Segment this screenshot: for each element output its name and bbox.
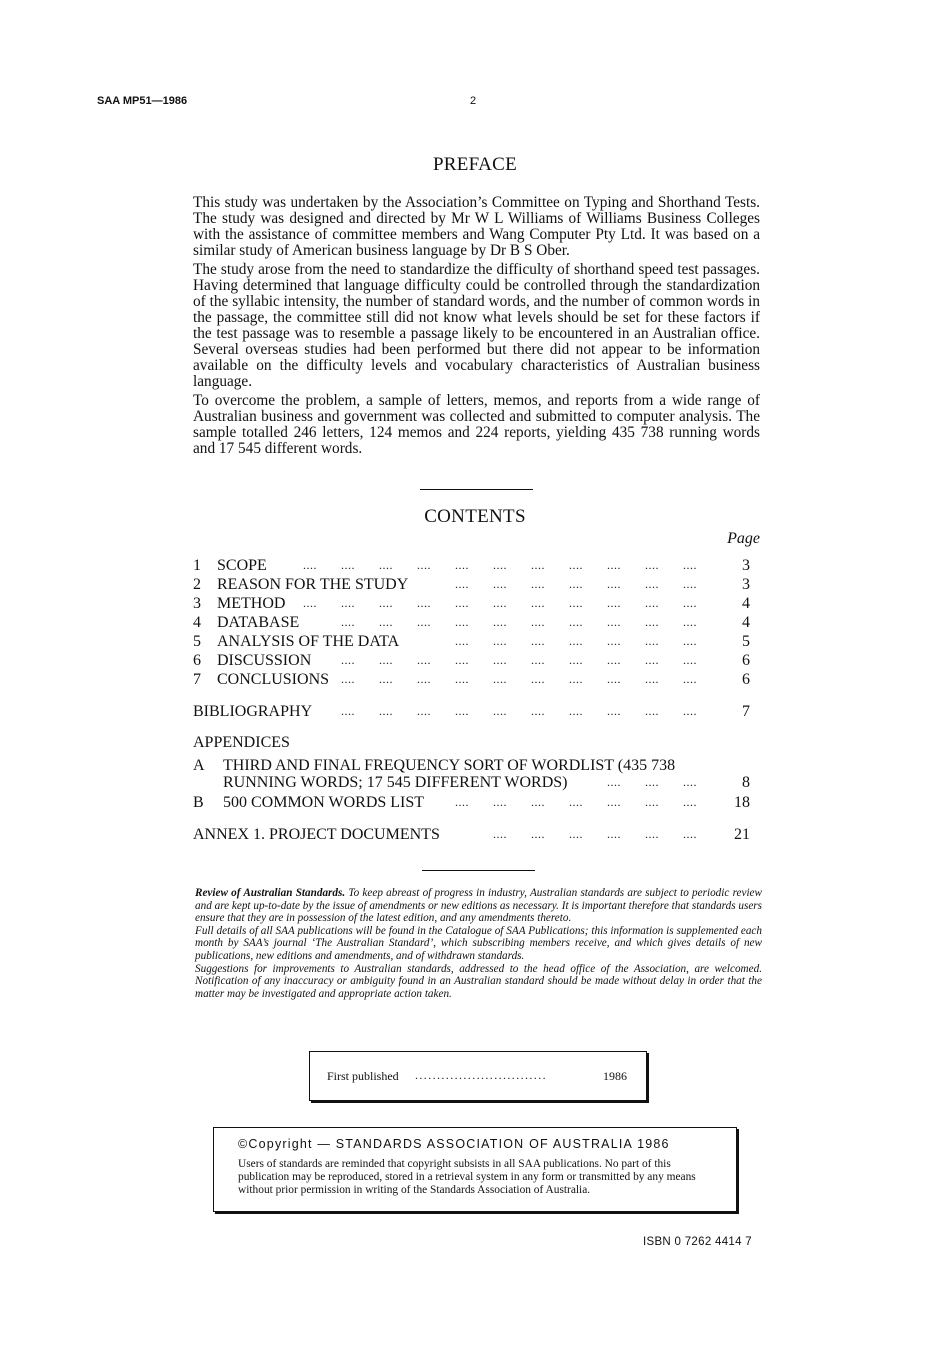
toc-leader-dots: .... <box>417 653 431 667</box>
copyright-text: Users of standards are reminded that copyright subsists in all SAA publications. No part of this publication may be reproduced, stored in a retrieval system in any form or transmitted by any means without prior permission in writing of the Standards Association of Australia. <box>238 1158 696 1196</box>
toc-leader-dots: .... <box>683 775 697 789</box>
toc-leader-dots: .... <box>607 795 621 809</box>
toc-entry-page: 4 <box>742 614 750 631</box>
running-header-doc-id: SAA MP51—1986 <box>97 95 188 107</box>
isbn: ISBN 0 7262 4414 7 <box>643 1236 752 1248</box>
toc-leader-dots: .... <box>379 653 393 667</box>
preface-paragraph: To overcome the problem, a sample of letters, memos, and reports from a wide range of Australian business and government was collected and submitted to computer analysis. The sample totalled 246 letters, 124 memos and 224 reports, yielding 435 738 running words and 17 545 different words. <box>193 392 760 457</box>
toc-leader-dots: .... <box>607 827 621 841</box>
toc-leader-dots: .... <box>607 775 621 789</box>
toc-entry-label: ANALYSIS OF THE DATA <box>217 633 400 650</box>
toc-leader-dots: .... <box>493 653 507 667</box>
toc-leader-dots: .... <box>607 615 621 629</box>
toc-leader-dots: .... <box>569 577 583 591</box>
page-number: 2 <box>470 95 477 107</box>
toc-entry-reason[interactable] <box>193 575 760 594</box>
toc-leader-dots: .... <box>531 653 545 667</box>
toc-leader-dots: .... <box>531 558 545 572</box>
toc-leader-dots: .... <box>569 827 583 841</box>
toc-leader-dots: .... <box>341 704 355 718</box>
toc-entry-page: 8 <box>742 774 750 791</box>
toc-leader-dots: .... <box>493 634 507 648</box>
toc-leader-dots: .... <box>379 558 393 572</box>
toc-leader-dots: .... <box>531 577 545 591</box>
toc-leader-dots: .... <box>455 634 469 648</box>
toc-entry-label: ANNEX 1. PROJECT DOCUMENTS <box>193 826 440 843</box>
toc-leader-dots: .... <box>569 704 583 718</box>
toc-entry-page: 6 <box>742 652 750 669</box>
toc-leader-dots: .... <box>683 615 697 629</box>
toc-entry-label: BIBLIOGRAPHY <box>193 703 313 720</box>
toc-leader-dots: .... <box>455 558 469 572</box>
toc-entry-number: 5 <box>193 633 201 650</box>
toc-leader-dots: .... <box>607 672 621 686</box>
toc-leader-dots: .... <box>341 672 355 686</box>
toc-entry-number: 3 <box>193 595 201 612</box>
toc-leader-dots: .... <box>683 827 697 841</box>
toc-leader-dots: .... <box>569 615 583 629</box>
toc-leader-dots: .... <box>493 577 507 591</box>
toc-entry-number: 2 <box>193 576 201 593</box>
toc-leader-dots: .... <box>379 615 393 629</box>
toc-leader-dots: .... <box>493 795 507 809</box>
review-notice-lead: Review of Australian Standards. <box>195 887 346 899</box>
toc-entry-annex[interactable] <box>193 825 760 844</box>
toc-leader-dots: .... <box>683 634 697 648</box>
toc-entry-appendix-b[interactable] <box>193 793 760 812</box>
toc-entry-page: 5 <box>742 633 750 650</box>
toc-leader-dots: .... <box>531 634 545 648</box>
toc-leader-dots: .... <box>531 596 545 610</box>
toc-entry-label: CONCLUSIONS <box>217 671 330 688</box>
toc-entry-bibliography[interactable] <box>193 702 760 721</box>
first-published-label: First published <box>327 1069 399 1083</box>
toc-entry-label: DISCUSSION <box>217 652 312 669</box>
preface-body <box>193 195 760 460</box>
toc-leader-dots: .... <box>645 615 659 629</box>
toc-leader-dots: .... <box>607 653 621 667</box>
toc-entry-conclusions[interactable] <box>193 670 760 689</box>
catalogue-notice: Full details of all SAA publications will be found in the Catalogue of SAA Publications; this information is supplemented each month by SAA’s journal ‘The Australian Standard’, which subscribing members receive, and which gives details of new publications, new editions and amendments, and of withdrawn standards. <box>195 924 762 962</box>
toc-leader-dots: .... <box>645 775 659 789</box>
toc-leader-dots: .... <box>341 558 355 572</box>
toc-entry-label: REASON FOR THE STUDY <box>217 576 409 593</box>
toc-entry-method[interactable] <box>193 594 760 613</box>
toc-leader-dots: .... <box>569 795 583 809</box>
section-divider <box>420 489 533 490</box>
toc-entry-page: 21 <box>734 826 750 843</box>
toc-entry-page: 7 <box>742 703 750 720</box>
toc-leader-dots: .... <box>683 596 697 610</box>
toc-leader-dots: .... <box>683 704 697 718</box>
toc-leader-dots: .... <box>569 672 583 686</box>
toc-entry-analysis[interactable] <box>193 632 760 651</box>
toc-leader-dots: .... <box>607 558 621 572</box>
toc-leader-dots: .... <box>493 558 507 572</box>
toc-leader-dots: .... <box>455 795 469 809</box>
preface-paragraph: The study arose from the need to standardize the difficulty of shorthand speed test passages. Having determined that language difficulty could be controlled through the standardization of the syllabic intensity, the number of standard words, and the number of common words in the passage, the committee still did not know what levels should be set for these factors if the test passage was to resemble a passage likely to be encountered in an Australian office. Several overseas studies had been performed but there did not appear to be information available on the difficulty levels and vocabulary characteristics of Australian business language. <box>193 261 760 390</box>
toc-leader-dots: .... <box>417 558 431 572</box>
toc-leader-dots: .... <box>455 615 469 629</box>
toc-leader-dots: .... <box>569 558 583 572</box>
toc-leader-dots: .... <box>303 558 317 572</box>
toc-leader-dots: .... <box>379 672 393 686</box>
toc-leader-dots: .... <box>645 795 659 809</box>
toc-leader-dots: .... <box>493 596 507 610</box>
toc-leader-dots: .... <box>531 615 545 629</box>
review-notice <box>195 887 762 925</box>
toc-leader-dots: .... <box>607 596 621 610</box>
first-published-box <box>309 1051 647 1101</box>
toc-entry-label: THIRD AND FINAL FREQUENCY SORT OF WORDLIST (435 738 <box>223 757 676 774</box>
contents-page-heading: Page <box>727 530 760 547</box>
suggestions-notice: Suggestions for improvements to Australian standards, addressed to the head office of the Association, are welcomed. Notification of any inaccuracy or ambiguity found in an Australian standard should be made without delay in order that the matter may be investigated and appropriate action taken. <box>195 962 762 1000</box>
toc-leader-dots: .... <box>645 827 659 841</box>
toc-entry-page: 6 <box>742 671 750 688</box>
toc-leader-dots: .... <box>607 577 621 591</box>
toc-entry-letter: B <box>193 794 204 811</box>
toc-entry-label: METHOD <box>217 595 286 612</box>
toc-entry-label: DATABASE <box>217 614 300 631</box>
toc-leader-dots: .... <box>683 653 697 667</box>
toc-entry-page: 3 <box>742 576 750 593</box>
first-published-leader: .............................. <box>415 1068 547 1082</box>
toc-entry-number: 1 <box>193 557 201 574</box>
toc-leader-dots: .... <box>493 704 507 718</box>
toc-leader-dots: .... <box>645 577 659 591</box>
toc-entry-number: 4 <box>193 614 201 631</box>
toc-entry-appendix-a-continued[interactable] <box>193 773 760 792</box>
toc-leader-dots: .... <box>683 672 697 686</box>
toc-leader-dots: .... <box>493 827 507 841</box>
toc-entry-label: RUNNING WORDS; 17 545 DIFFERENT WORDS) <box>223 774 568 791</box>
toc-leader-dots: .... <box>417 672 431 686</box>
first-published-year: 1986 <box>603 1069 627 1083</box>
toc-entry-label: SCOPE <box>217 557 267 574</box>
toc-leader-dots: .... <box>531 827 545 841</box>
toc-leader-dots: .... <box>455 672 469 686</box>
toc-leader-dots: .... <box>531 672 545 686</box>
toc-leader-dots: .... <box>455 704 469 718</box>
toc-leader-dots: .... <box>531 704 545 718</box>
toc-leader-dots: .... <box>493 672 507 686</box>
toc-entry-scope[interactable] <box>193 556 760 575</box>
toc-entry-page: 18 <box>734 794 750 811</box>
toc-leader-dots: .... <box>455 577 469 591</box>
toc-leader-dots: .... <box>645 558 659 572</box>
toc-leader-dots: .... <box>417 596 431 610</box>
toc-leader-dots: .... <box>683 795 697 809</box>
contents-title: CONTENTS <box>424 506 526 527</box>
toc-leader-dots: .... <box>341 596 355 610</box>
toc-leader-dots: .... <box>493 615 507 629</box>
preface-title: PREFACE <box>432 154 518 175</box>
toc-leader-dots: .... <box>379 596 393 610</box>
toc-leader-dots: .... <box>455 596 469 610</box>
toc-leader-dots: .... <box>607 704 621 718</box>
standards-notices <box>195 887 762 1000</box>
toc-leader-dots: .... <box>531 795 545 809</box>
toc-leader-dots: .... <box>341 653 355 667</box>
toc-leader-dots: .... <box>303 596 317 610</box>
toc-entry-label: 500 COMMON WORDS LIST <box>223 794 425 811</box>
toc-leader-dots: .... <box>379 704 393 718</box>
toc-leader-dots: .... <box>417 704 431 718</box>
appendices-heading: APPENDICES <box>193 734 290 751</box>
toc-entry-discussion[interactable] <box>193 651 760 670</box>
toc-entry-database[interactable] <box>193 613 760 632</box>
toc-entry-letter: A <box>193 757 205 774</box>
toc-leader-dots: .... <box>645 704 659 718</box>
toc-leader-dots: .... <box>683 558 697 572</box>
section-divider <box>422 870 535 871</box>
toc-leader-dots: .... <box>417 615 431 629</box>
toc-leader-dots: .... <box>569 596 583 610</box>
toc-leader-dots: .... <box>645 653 659 667</box>
copyright-box <box>213 1127 737 1212</box>
toc-leader-dots: .... <box>455 653 469 667</box>
toc-leader-dots: .... <box>645 634 659 648</box>
toc-leader-dots: .... <box>341 615 355 629</box>
toc-leader-dots: .... <box>645 596 659 610</box>
copyright-title: ©Copyright — STANDARDS ASSOCIATION OF AUSTRALIA 1986 <box>238 1137 670 1151</box>
toc-entry-number: 6 <box>193 652 201 669</box>
toc-leader-dots: .... <box>683 577 697 591</box>
toc-leader-dots: .... <box>645 672 659 686</box>
toc-entry-number: 7 <box>193 671 201 688</box>
toc-entry-page: 3 <box>742 557 750 574</box>
toc-leader-dots: .... <box>569 634 583 648</box>
preface-paragraph: This study was undertaken by the Association’s Committee on Typing and Shorthand Tests. The study was designed and directed by Mr W L Williams of Williams Business Colleges with the assistance of committee members and Wang Computer Pty Ltd. It was based on a similar study of American business language by Dr B S Ober. <box>193 194 760 259</box>
review-notice-text: To keep abreast of progress in industry, Australian standards are subject to periodic review and are kept up-to-date by the issue of amendments or new editions as necessary. It is important therefore that standards users ensure that they are in possession of the latest edition, and any amendments thereto. <box>195 887 762 925</box>
toc-leader-dots: .... <box>607 634 621 648</box>
toc-entry-page: 4 <box>742 595 750 612</box>
toc-leader-dots: .... <box>569 653 583 667</box>
